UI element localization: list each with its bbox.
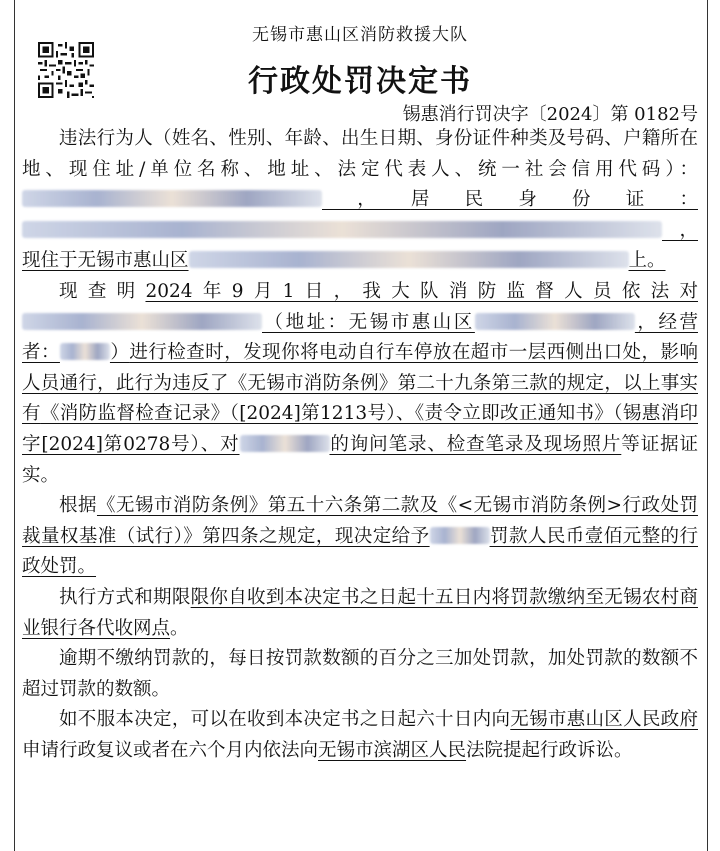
paragraph-execution [22, 583, 698, 644]
evidence-list: 《消防监督检查记录》（[2024]第1213号）、《责令立即改正通知书》（锡惠消印字[2024]第0278号）、对 [22, 403, 698, 455]
appeal-text-1: 如不服本决定，可以在收到本决定书之日起六十日内向 [59, 709, 511, 731]
decision-text: 《无锡市消防条例》第五十六条第二款及《<无锡市消防条例>行政处罚裁量权基准（试行）》第四条之规定，现决定给予 [22, 495, 698, 547]
residence-label: 现住于无锡市惠山区 [22, 250, 189, 272]
appeal-text-2: 申请行政复议或者在六个月内依法向 [22, 739, 319, 761]
execution-label: 执行方式和期限 [59, 586, 191, 608]
decision-basis-label: 根据 [59, 495, 97, 517]
paragraph-late-penalty: 逾期不缴纳罚款的，每日按罚款数额的百分之三加处罚款，加处罚款的数额不超过罚款的数额。 [22, 648, 698, 700]
redacted-person [240, 435, 330, 452]
execution-terms: 限你自收到本决定书之日起十五日内将罚款缴纳至无锡农村商业银行各代收网点 [22, 586, 698, 639]
decision-penalty: 罚款人民币壹佰元整的行政处罚。 [22, 525, 698, 578]
document-number: 锡惠消行罚决字〔2024〕第 0182号 [402, 104, 698, 125]
redacted-business-name [22, 313, 262, 330]
appeal-court: 无锡市滨湖区人民 [318, 739, 467, 761]
offender-intro: 违法行为人（姓名、性别、年龄、出生日期、身份证件种类及号码、户籍所在地、现住址/单位名称、地址、法定代表人、统一社会信用代码）： [22, 128, 698, 180]
facts-date: 2024年9月1日，我大队消防监督人员依法对 [145, 280, 698, 302]
facts-close-paren: ） [109, 342, 130, 364]
paragraph-offender [22, 124, 698, 277]
execution-tail: 。 [170, 617, 189, 639]
facts-label: 现查明 [59, 280, 146, 302]
facts-operator-label: ，经营者： [22, 311, 698, 364]
paragraph-decision [22, 491, 698, 583]
offender-info: ，居民身份证：，现住于无锡市惠山区 上。 [22, 189, 698, 272]
facts-evidence [22, 403, 698, 455]
paragraph-facts [22, 277, 698, 491]
redacted-business-address [475, 313, 635, 330]
redacted-operator [60, 343, 110, 360]
facts-description: 进行检查时，发现你将电动自行车停放在超市一层西侧出口处，影响人员通行，此行为违反了《无锡市消防条例》第二十九条第三款的规定，以上事实有 [22, 342, 698, 425]
id-card-label: 居民身份证： [410, 189, 698, 211]
facts-address-label: （地址：无锡市惠山区 [262, 311, 475, 333]
document-body [22, 124, 698, 766]
appeal-text-3: 法院提起行政诉讼。 [466, 739, 633, 761]
evidence-list-tail: 的询问笔录、检查笔录及现场照片 [329, 433, 622, 455]
issuing-organization: 无锡市惠山区消防救援大队 [252, 25, 468, 45]
offender-tail: 上。 [628, 250, 666, 272]
redacted-recipient [430, 527, 490, 544]
decision-basis [22, 495, 698, 577]
document-title: 行政处罚决定书 [248, 64, 472, 99]
redacted-name [22, 190, 322, 207]
paragraph-appeal [22, 705, 698, 766]
redacted-address [189, 251, 629, 268]
redacted-id-number [22, 221, 662, 238]
facts-conclusion: 等证据证实。 [22, 433, 698, 486]
appeal-government: 无锡市惠山区人民政府 [510, 709, 698, 731]
